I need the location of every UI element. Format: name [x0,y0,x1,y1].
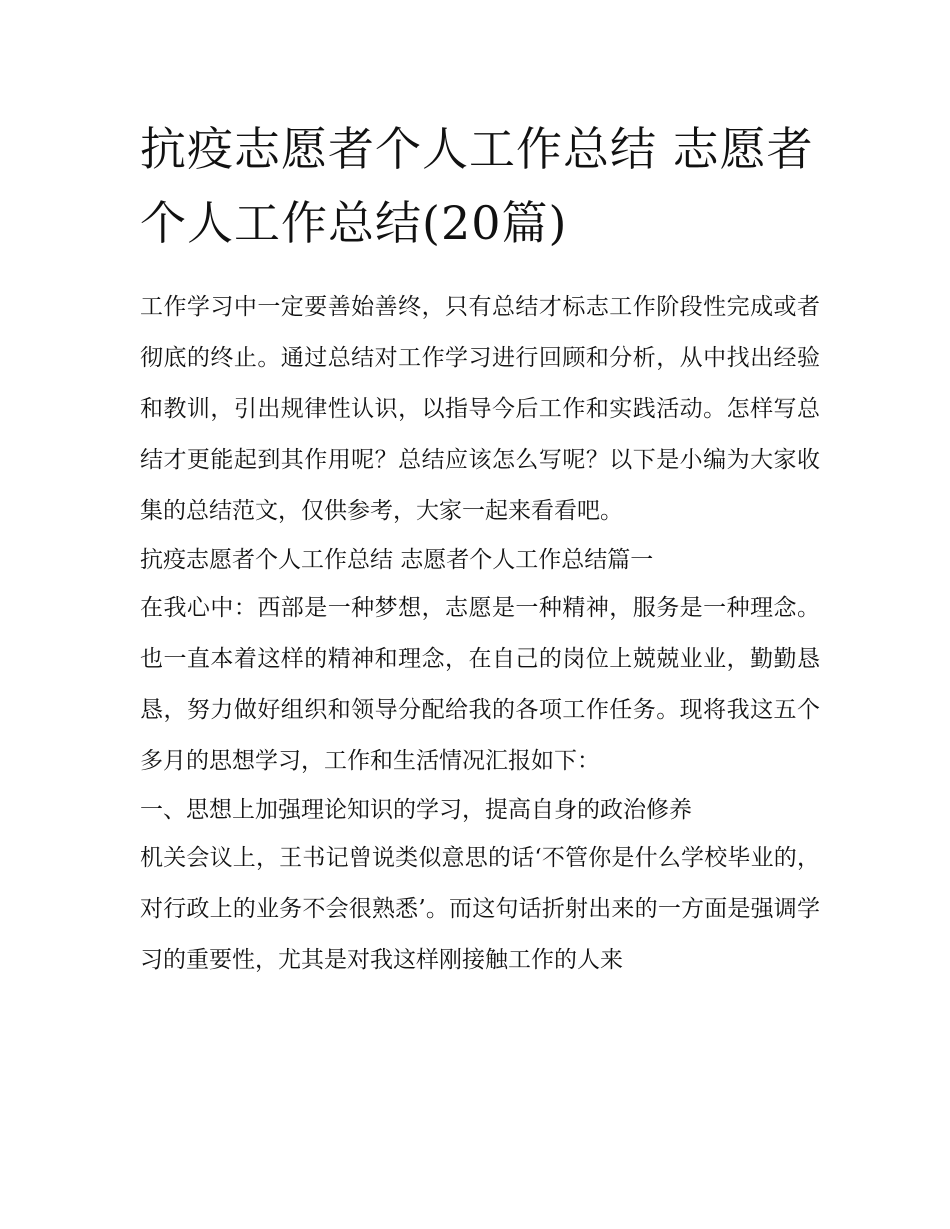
intro-paragraph: 工作学习中一定要善始善终，只有总结才标志工作阶段性完成或者彻底的终止。通过总结对工作学习进行回顾和分析，从中找出经验和教训，引出规律性认识，以指导今后工作和实践活动。怎样写总结才更能起到其作用呢？总结应该怎么写呢？以下是小编为大家收集的总结范文，仅供参考，大家一起来看看吧。 [140,294,820,524]
document-page [140,112,820,986]
section-heading: 一、思想上加强理论知识的学习，提高自身的政治修养 [140,797,692,823]
body-paragraph: 机关会议上，王书记曾说类似意思的话‘不管你是什么学校毕业的，对行政上的业务不会很熟悉’。而这句话折射出来的一方面是强调学习的重要性，尤其是对我这样刚接触工作的人来 [140,845,820,973]
body-paragraph: 在我心中：西部是一种梦想，志愿是一种精神，服务是一种理念。也一直本着这样的精神和理念，在自己的岗位上兢兢业业，勤勤恳恳，努力做好组织和领导分配给我的各项工作任务。现将我这五个多月的思想学习，工作和生活情况汇报如下： [140,595,820,774]
section-title: 抗疫志愿者个人工作总结 志愿者个人工作总结篇一 [140,547,654,573]
document-title: 抗疫志愿者个人工作总结 志愿者个人工作总结(20篇) [140,122,814,250]
